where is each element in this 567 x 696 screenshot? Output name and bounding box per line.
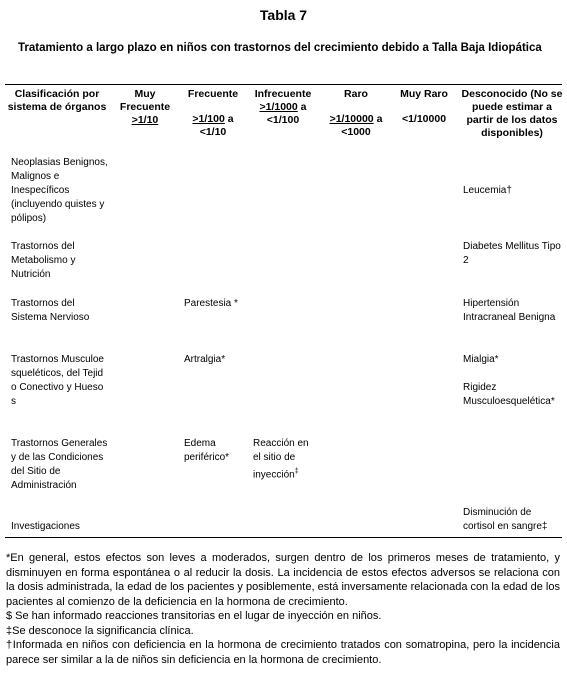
header-very-rare: Muy Raro <1/10000 — [400, 88, 448, 125]
header-frequent: Frecuente >1/100 a <1/10 — [187, 88, 239, 138]
row-musculoskeletal-unknown-1: Mialgia* — [463, 354, 499, 365]
row-nervous-organ: Trastornos del Sistema Nervioso — [11, 298, 90, 323]
row-nervous-unknown: Hipertensión Intracraneal Benigna — [463, 298, 556, 323]
row-neoplasms-unknown: Leucemia† — [463, 185, 512, 196]
header-organ-class: Clasificación por sistema de órganos — [7, 88, 107, 113]
header-unknown: Desconocido (No se puede estimar a partir de los datos disponibles) — [461, 88, 563, 139]
header-top-rule — [5, 84, 562, 85]
footnote-general: *En general, estos efectos son leves a moderados, surgen dentro de los primeros meses de tratamiento, y disminuyen en forma espontánea o al reducir la dosis. La incidencia de estos efectos adversos se relaciona con la dosis administrada, la edad de los pacientes y posiblemente, está inversamente relacionada con la edad de los pacientes al comienzo de la deficiencia en la hormona de crecimiento. — [6, 552, 560, 608]
footnote-reported: †Informada en niños con deficiencia en la hormona de crecimiento tratados con somatropina, pero la incidencia parece ser similar a la de niños sin deficiencia en la hormona de crecimiento. — [6, 639, 560, 666]
footnote-injection: $ Se han informado reacciones transitorias en el lugar de inyección en niños. — [6, 610, 382, 622]
header-very-frequent: Muy Frecuente >1/10 — [119, 88, 171, 126]
row-musculoskeletal-frequent: Artralgia* — [184, 354, 226, 365]
row-investigations-organ: Investigaciones — [11, 521, 80, 532]
header-infrequent: Infrecuente >1/1000 a <1/100 — [254, 88, 312, 126]
table-subtitle: Tratamiento a largo plazo en niños con trastornos del crecimiento debido a Talla Baja Idiopática — [18, 42, 542, 54]
row-general-frequent: Edema periférico* — [184, 438, 230, 463]
footnote-clinical: ‡Se desconoce la significancia clínica. — [6, 624, 194, 637]
row-musculoskeletal-organ: Trastornos Musculoesqueléticos, del Tejido Conectivo y Huesos — [11, 354, 104, 407]
row-investigations-unknown: Disminución de cortisol en sangre‡ — [463, 507, 548, 532]
table-title: Tabla 7 — [259, 7, 308, 23]
table-bottom-rule — [5, 537, 562, 538]
footnotes — [6, 551, 560, 667]
row-general-organ: Trastornos Generales y de las Condiciones del Sitio de Administración — [11, 438, 108, 491]
row-nervous-frequent: Parestesia * — [184, 298, 238, 309]
row-musculoskeletal-unknown-2: Rigidez Musculoesquelética* — [463, 382, 555, 407]
row-metabolism-unknown: Diabetes Mellitus Tipo 2 — [463, 241, 561, 266]
row-metabolism-organ: Trastornos del Metabolismo y Nutrición — [11, 241, 76, 280]
header-rare: Raro >1/10000 a <1000 — [329, 88, 383, 138]
row-neoplasms-organ: Neoplasias Benignos, Malignos e Inespecíficos (incluyendo quistes y pólipos) — [11, 157, 108, 224]
row-general-infrequent: Reacción en el sitio de inyección‡ — [253, 438, 309, 481]
